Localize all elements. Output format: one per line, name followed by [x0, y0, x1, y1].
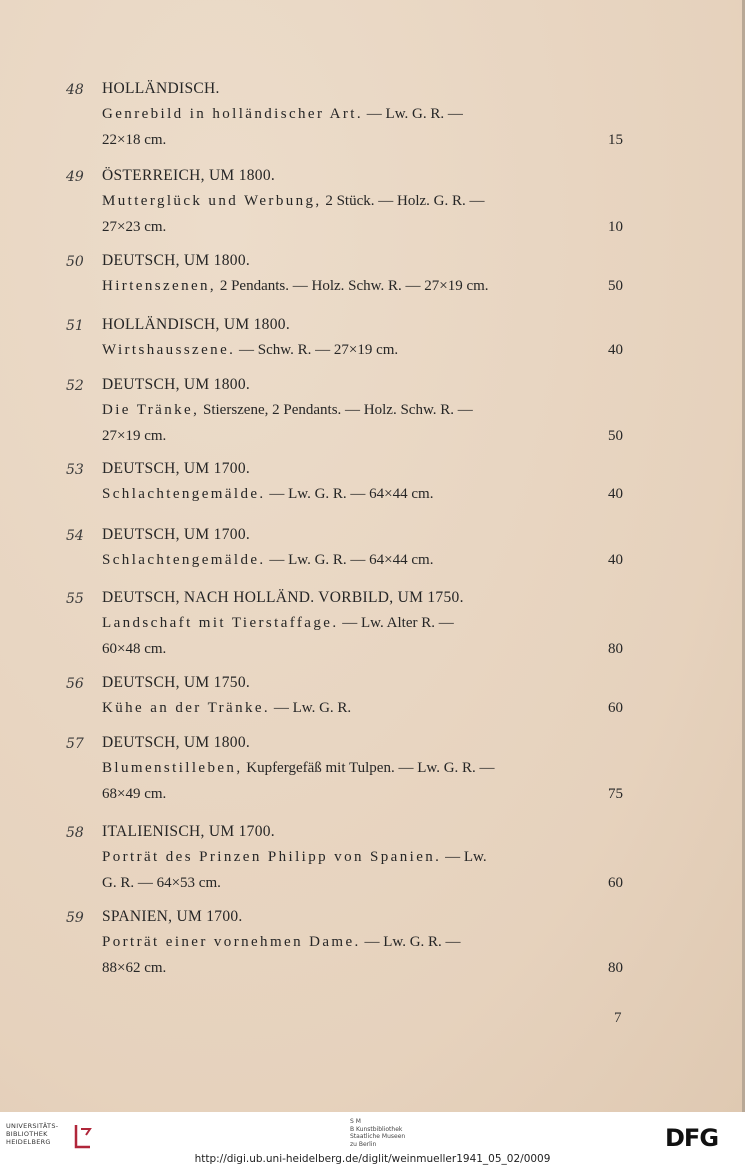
lot-number: 56 — [66, 676, 84, 692]
lot-details: 2 Stück. — Holz. G. R. — — [321, 193, 485, 209]
lot-description — [102, 934, 622, 951]
lot-heading: ÖSTERREICH, UM 1800. — [102, 167, 276, 184]
lot-estimate: 40 — [608, 342, 623, 358]
lot-heading: DEUTSCH, UM 1800. — [102, 376, 251, 393]
lot-title: Mutterglück und Werbung, — [102, 193, 322, 209]
lot-number: 52 — [66, 378, 84, 394]
lot-description — [102, 106, 622, 123]
lot-description — [102, 486, 622, 503]
lot-title: Blumenstilleben, — [102, 760, 243, 776]
dfg-logo[interactable]: DFG — [665, 1124, 719, 1152]
lot-details: — Lw. G. R. — — [360, 934, 461, 950]
lot-estimate: 80 — [608, 960, 623, 976]
lot-number: 49 — [66, 169, 84, 185]
lot-estimate: 10 — [608, 219, 623, 235]
lot-estimate: 50 — [608, 278, 623, 294]
lot-description — [102, 700, 622, 717]
lot-heading: HOLLÄNDISCH, UM 1800. — [102, 316, 290, 333]
lot-title: Schlachtengemälde. — [102, 552, 266, 568]
lot-description — [102, 193, 622, 210]
lot-heading: DEUTSCH, UM 1700. — [102, 526, 251, 543]
lot-details: — Lw. G. R. — [270, 700, 352, 716]
smb-kunstbibliothek-logo[interactable]: S M B Kunstbibliothek Staatliche Museen zu Berlin — [350, 1118, 406, 1148]
lot-heading: DEUTSCH, UM 1750. — [102, 674, 251, 691]
lot-number: 58 — [66, 825, 84, 841]
lot-details: — Lw. G. R. — 64×44 cm. — [265, 486, 434, 502]
lot-estimate: 80 — [608, 641, 623, 657]
lot-number: 54 — [66, 528, 84, 544]
lot-heading: ITALIENISCH, UM 1700. — [102, 823, 275, 840]
lot-details: Kupfergefäß mit Tulpen. — Lw. G. R. — — [242, 760, 495, 776]
lot-dimensions: 68×49 cm. — [102, 786, 167, 802]
lot-title: Landschaft mit Tierstaffage. — [102, 615, 339, 631]
lot-number: 59 — [66, 910, 84, 926]
lot-details: — Lw. — [441, 849, 487, 865]
digitization-footer — [0, 1112, 745, 1166]
lot-details: Stierszene, 2 Pendants. — Holz. Schw. R. — — [199, 402, 473, 418]
lot-number: 53 — [66, 462, 84, 478]
lot-description — [102, 760, 622, 777]
lot-heading: SPANIEN, UM 1700. — [102, 908, 243, 925]
lot-number: 48 — [66, 82, 84, 98]
lot-description — [102, 552, 622, 569]
lot-estimate: 40 — [608, 552, 623, 568]
lot-heading: DEUTSCH, UM 1700. — [102, 460, 251, 477]
lot-dimensions: 22×18 cm. — [102, 132, 167, 148]
lot-title: Schlachtengemälde. — [102, 486, 266, 502]
lot-title: Wirtshausszene. — [102, 342, 236, 358]
lot-estimate: 40 — [608, 486, 623, 502]
lot-number: 57 — [66, 736, 84, 752]
lot-estimate: 50 — [608, 428, 623, 444]
lot-description — [102, 402, 622, 419]
lot-dimensions: 60×48 cm. — [102, 641, 167, 657]
lot-description — [102, 615, 622, 632]
university-seal-icon — [72, 1122, 94, 1150]
university-name: UNIVERSITÄTS- BIBLIOTHEK HEIDELBERG — [6, 1122, 59, 1146]
lot-estimate: 60 — [608, 700, 623, 716]
lot-heading: HOLLÄNDISCH. — [102, 80, 220, 97]
lot-title: Genrebild in holländischer Art. — [102, 106, 364, 122]
lot-title: Porträt einer vornehmen Dame. — [102, 934, 361, 950]
lot-details: — Schw. R. — 27×19 cm. — [235, 342, 399, 358]
lot-details: — Lw. G. R. — — [363, 106, 463, 122]
lot-dimensions: 27×23 cm. — [102, 219, 167, 235]
lot-details: 2 Pendants. — Holz. Schw. R. — 27×19 cm. — [216, 278, 489, 294]
heidelberg-library-logo[interactable] — [6, 1120, 96, 1156]
lot-heading: DEUTSCH, UM 1800. — [102, 252, 251, 269]
lot-description — [102, 342, 622, 359]
source-url-link[interactable]: http://digi.ub.uni-heidelberg.de/diglit/weinmueller1941_05_02/0009 — [194, 1153, 551, 1165]
lot-title: Porträt des Prinzen Philipp von Spanien. — [102, 849, 442, 865]
page-number: 7 — [614, 1010, 622, 1026]
lot-number: 55 — [66, 591, 84, 607]
lot-estimate: 75 — [608, 786, 623, 802]
lot-title: Hirtenszenen, — [102, 278, 217, 294]
lot-dimensions: G. R. — 64×53 cm. — [102, 875, 221, 891]
lot-details: — Lw. Alter R. — — [338, 615, 454, 631]
lot-heading: DEUTSCH, UM 1800. — [102, 734, 251, 751]
lot-title: Kühe an der Tränke. — [102, 700, 271, 716]
lot-dimensions: 27×19 cm. — [102, 428, 167, 444]
lot-title: Die Tränke, — [102, 402, 200, 418]
lot-estimate: 15 — [608, 132, 623, 148]
lot-estimate: 60 — [608, 875, 623, 891]
lot-dimensions: 88×62 cm. — [102, 960, 167, 976]
lot-description — [102, 278, 622, 295]
lot-heading: DEUTSCH, NACH HOLLÄND. VORBILD, UM 1750. — [102, 589, 464, 606]
lot-number: 50 — [66, 254, 84, 270]
lot-description — [102, 849, 622, 866]
lot-details: — Lw. G. R. — 64×44 cm. — [265, 552, 434, 568]
lot-number: 51 — [66, 318, 84, 334]
